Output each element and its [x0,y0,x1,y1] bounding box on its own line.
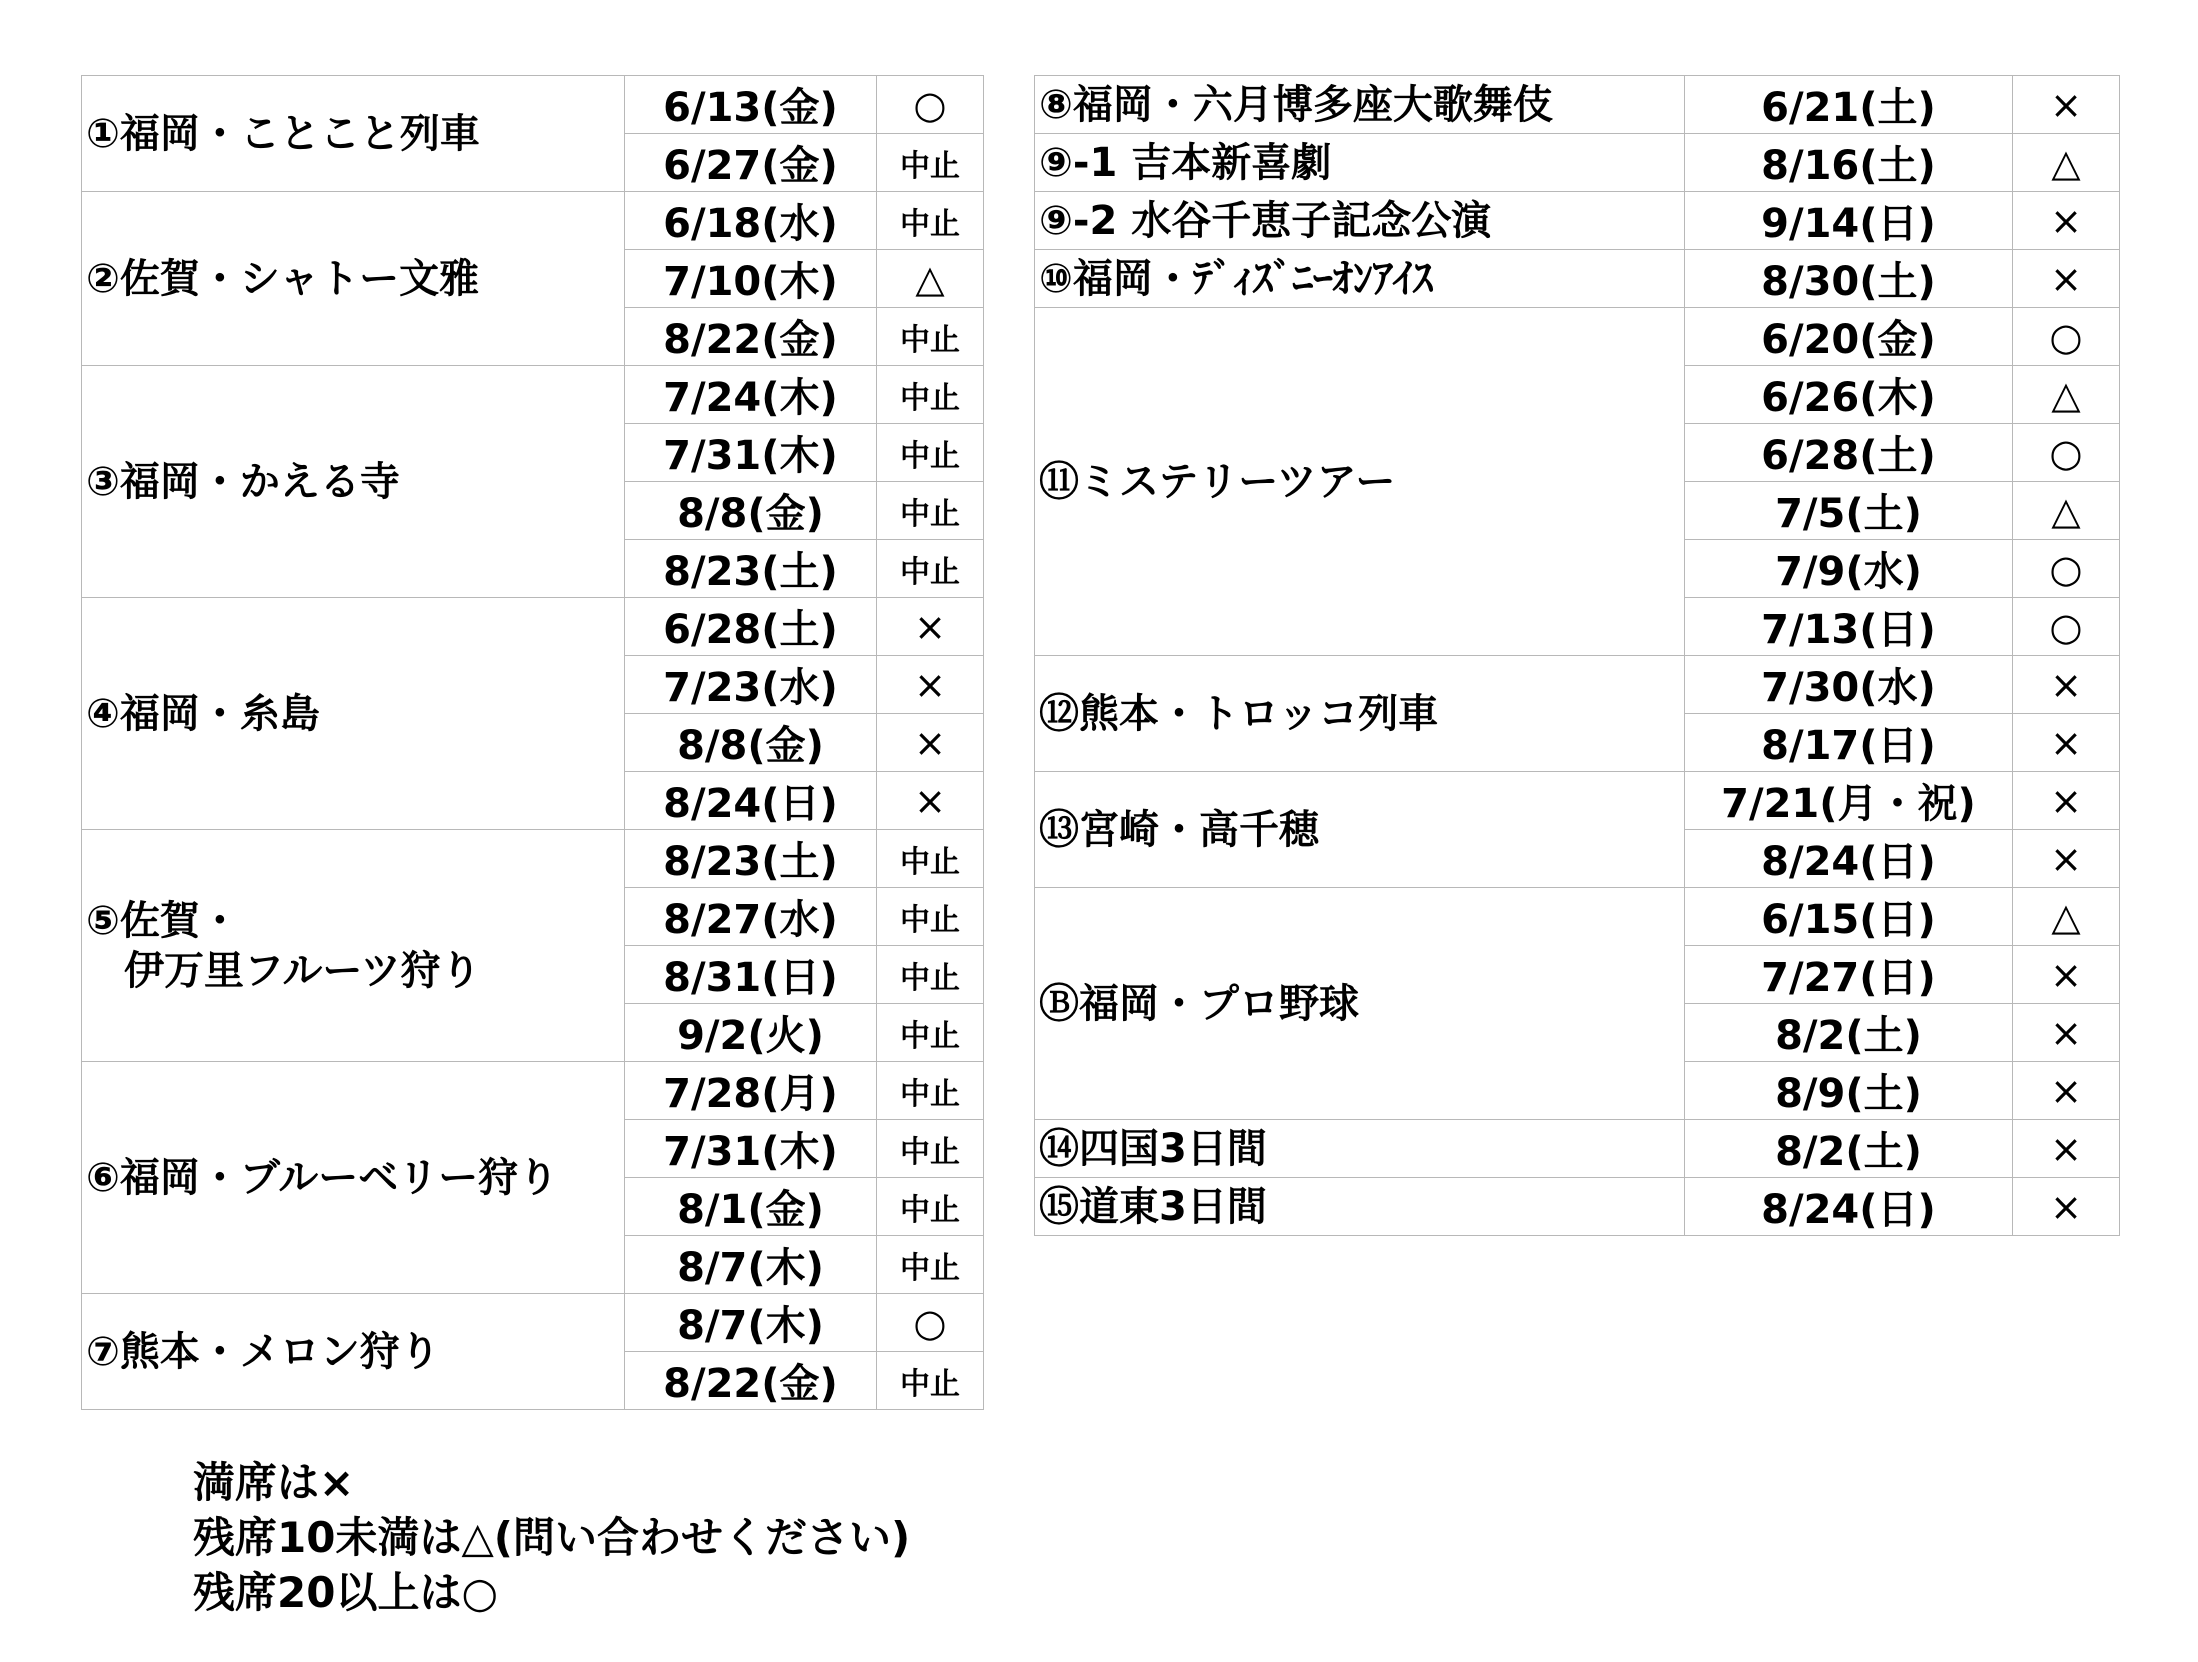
seat-status: × [2013,830,2120,888]
tour-name [1035,308,1685,656]
seat-status: 中止 [877,1178,984,1236]
seat-status: 中止 [877,424,984,482]
tour-date: 6/28(土) [1685,424,2013,482]
tour-date: 6/26(木) [1685,366,2013,424]
tour-date: 8/8(金) [625,714,877,772]
schedule-row [82,76,984,134]
tour-name-text: ⑤佐賀・ [86,897,240,944]
tour-date: 6/13(金) [625,76,877,134]
seat-status: △ [2013,482,2120,540]
seat-status: × [2013,1062,2120,1120]
tour-date: 7/5(土) [1685,482,2013,540]
seat-status: × [877,656,984,714]
tour-date: 8/2(土) [1685,1120,2013,1178]
seat-status: ○ [877,1294,984,1352]
tour-name-text: ②佐賀・シャトー文雅 [86,255,480,302]
legend [193,1455,910,1620]
seat-status: 中止 [877,888,984,946]
tour-date: 8/23(土) [625,540,877,598]
tour-name [1035,656,1685,772]
schedule-row [82,598,984,656]
seat-status: ○ [877,76,984,134]
schedule-row [82,830,984,888]
left-schedule-table [81,75,984,1410]
legend-full: 満席は× [193,1458,355,1507]
seat-status: △ [2013,134,2120,192]
schedule-row [82,366,984,424]
legend-many-seats: 残席20以上は○ [193,1568,499,1617]
seat-status: ○ [2013,308,2120,366]
seat-status: 中止 [877,366,984,424]
schedule-row [1035,250,2120,308]
tour-date: 7/9(水) [1685,540,2013,598]
seat-status: × [2013,714,2120,772]
tour-date: 8/24(日) [1685,1178,2013,1236]
tour-name [82,76,625,192]
seat-status: 中止 [877,1352,984,1410]
seat-status: 中止 [877,540,984,598]
seat-status: ○ [2013,598,2120,656]
tour-name-text: Ⓑ福岡・プロ野球 [1039,980,1359,1027]
seat-status: ○ [2013,424,2120,482]
tour-date: 8/7(木) [625,1236,877,1294]
tour-name-text: ⑧福岡・六月博多座大歌舞伎 [1039,81,1553,128]
seat-status: 中止 [877,308,984,366]
seat-status: △ [2013,888,2120,946]
tour-name-text: ⑮道東3日間 [1039,1183,1267,1230]
tour-date: 8/7(木) [625,1294,877,1352]
tour-name-text: ⑪ミステリーツアー [1039,458,1396,505]
tour-name-text: ⑫熊本・トロッコ列車 [1039,690,1439,737]
tour-name [1035,772,1685,888]
seat-status: 中止 [877,1004,984,1062]
tour-date: 7/27(日) [1685,946,2013,1004]
tour-name-text: ⑭四国3日間 [1039,1125,1267,1172]
tour-date: 6/20(金) [1685,308,2013,366]
seat-status: × [2013,1120,2120,1178]
schedule-row [1035,134,2120,192]
tour-date: 6/15(日) [1685,888,2013,946]
tour-date: 9/2(火) [625,1004,877,1062]
tour-name-text: ⑨-2 水谷千恵子記念公演 [1039,197,1492,244]
tour-date: 8/16(土) [1685,134,2013,192]
tour-date: 8/8(金) [625,482,877,540]
tour-name-text: ①福岡・ことこと列車 [86,110,480,157]
tour-date: 7/24(木) [625,366,877,424]
schedule-row [1035,772,2120,830]
seat-status: × [2013,1004,2120,1062]
tour-date: 7/10(木) [625,250,877,308]
seat-status: 中止 [877,1062,984,1120]
tour-name [1035,250,1685,308]
seat-status: ○ [2013,540,2120,598]
tour-name [1035,134,1685,192]
tour-name-text: ③福岡・かえる寺 [86,458,400,505]
tour-name [1035,76,1685,134]
tour-name-text: ⑩福岡・ﾃﾞｨｽﾞﾆｰｵﾝｱｲｽ [1039,255,1433,302]
tour-name [82,1294,625,1410]
tour-name-text: ⑦熊本・メロン狩り [86,1328,440,1375]
tour-date: 8/31(日) [625,946,877,1004]
tour-date: 6/18(水) [625,192,877,250]
seat-status: 中止 [877,946,984,1004]
tour-date: 7/28(月) [625,1062,877,1120]
tour-name [82,1062,625,1294]
tour-date: 7/23(水) [625,656,877,714]
tour-date: 6/21(土) [1685,76,2013,134]
tour-date: 8/1(金) [625,1178,877,1236]
seat-status: 中止 [877,1236,984,1294]
seat-status: × [877,772,984,830]
tour-name [82,830,625,1062]
tour-date: 8/17(日) [1685,714,2013,772]
tour-date: 8/30(土) [1685,250,2013,308]
schedule-row [1035,1120,2120,1178]
seat-status: × [2013,76,2120,134]
legend-few-seats: 残席10未満は△(問い合わせください) [193,1513,911,1562]
seat-status: × [2013,192,2120,250]
seat-status: 中止 [877,830,984,888]
schedule-row [1035,888,2120,946]
tour-date: 7/21(月・祝) [1685,772,2013,830]
tour-name [1035,1178,1685,1236]
tour-name [1035,192,1685,250]
tour-name [82,192,625,366]
seat-status: × [877,714,984,772]
tour-name [82,598,625,830]
tour-date: 8/23(土) [625,830,877,888]
tour-date: 8/22(金) [625,308,877,366]
tour-date: 7/31(木) [625,1120,877,1178]
tour-date: 8/24(日) [625,772,877,830]
tour-date: 8/9(土) [1685,1062,2013,1120]
tour-name-text: ④福岡・糸島 [86,690,320,737]
seat-status: 中止 [877,192,984,250]
schedule-row [1035,192,2120,250]
tour-date: 8/22(金) [625,1352,877,1410]
schedule-row [82,192,984,250]
schedule-row [1035,308,2120,366]
seat-status: 中止 [877,482,984,540]
schedule-row [1035,656,2120,714]
right-schedule-table [1034,75,2120,1236]
tour-name [82,366,625,598]
tour-date: 8/24(日) [1685,830,2013,888]
schedule-row [82,1062,984,1120]
tour-date: 6/28(土) [625,598,877,656]
tour-date: 6/27(金) [625,134,877,192]
schedule-row [82,1294,984,1352]
schedule-row [1035,76,2120,134]
tour-date: 8/2(土) [1685,1004,2013,1062]
seat-status: 中止 [877,1120,984,1178]
tour-date: 7/13(日) [1685,598,2013,656]
seat-status: × [2013,772,2120,830]
tour-name-text: ⑨-1 吉本新喜劇 [1039,139,1332,186]
tour-name [1035,1120,1685,1178]
tour-date: 9/14(日) [1685,192,2013,250]
seat-status: × [2013,656,2120,714]
seat-status: × [2013,1178,2120,1236]
tour-date: 7/31(木) [625,424,877,482]
tour-date: 7/30(水) [1685,656,2013,714]
seat-status: △ [2013,366,2120,424]
tour-name-line2: 伊万里フルーツ狩り [124,947,481,994]
seat-status: × [2013,250,2120,308]
seat-status: 中止 [877,134,984,192]
tour-name [1035,888,1685,1120]
seat-status: × [2013,946,2120,1004]
tour-name-text: ⑥福岡・ブルーベリー狩り [86,1154,559,1201]
seat-status: × [877,598,984,656]
schedule-row [1035,1178,2120,1236]
seat-status: △ [877,250,984,308]
tour-name-text: ⑬宮崎・高千穂 [1039,806,1319,853]
tour-date: 8/27(水) [625,888,877,946]
